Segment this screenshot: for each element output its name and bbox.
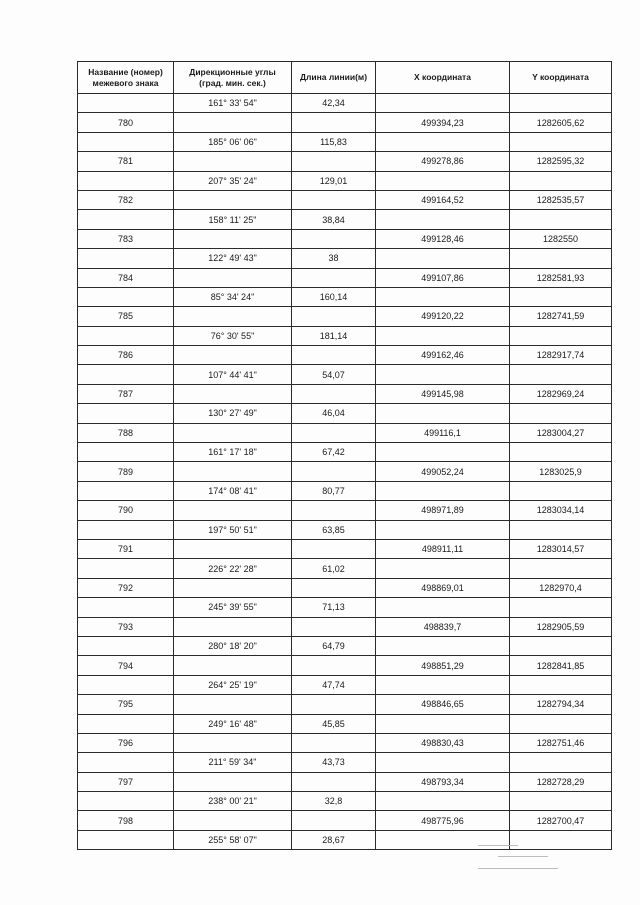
segment-y-cell bbox=[510, 443, 612, 462]
segment-row bbox=[78, 675, 612, 694]
point-row bbox=[78, 772, 612, 791]
segment-row bbox=[78, 636, 612, 655]
segment-point-cell bbox=[78, 171, 174, 190]
y-coordinate-cell: 1282970,4 bbox=[510, 578, 612, 597]
y-coordinate-cell: 1282581,93 bbox=[510, 268, 612, 287]
segment-row bbox=[78, 94, 612, 113]
line-length-cell: 42,34 bbox=[292, 94, 376, 113]
segment-point-cell bbox=[78, 559, 174, 578]
point-length-cell bbox=[292, 113, 376, 132]
y-coordinate-cell: 1282550 bbox=[510, 229, 612, 248]
segment-y-cell bbox=[510, 520, 612, 539]
segment-y-cell bbox=[510, 132, 612, 151]
direction-angle-cell: 207° 35' 24" bbox=[174, 171, 292, 190]
segment-x-cell bbox=[376, 830, 510, 849]
segment-x-cell bbox=[376, 365, 510, 384]
line-length-cell: 67,42 bbox=[292, 443, 376, 462]
direction-angle-cell: 107° 44' 41" bbox=[174, 365, 292, 384]
segment-point-cell bbox=[78, 753, 174, 772]
point-name-cell: 788 bbox=[78, 423, 174, 442]
point-name-cell: 796 bbox=[78, 733, 174, 752]
point-name-cell: 797 bbox=[78, 772, 174, 791]
direction-angle-cell: 249° 16' 48" bbox=[174, 714, 292, 733]
point-length-cell bbox=[292, 539, 376, 558]
point-row bbox=[78, 190, 612, 209]
point-name-cell: 785 bbox=[78, 307, 174, 326]
segment-y-cell bbox=[510, 326, 612, 345]
segment-point-cell bbox=[78, 598, 174, 617]
point-angle-cell bbox=[174, 539, 292, 558]
header-direction-angle bbox=[174, 62, 292, 94]
segment-point-cell bbox=[78, 287, 174, 306]
point-length-cell bbox=[292, 462, 376, 481]
point-length-cell bbox=[292, 501, 376, 520]
y-coordinate-cell: 1283025,9 bbox=[510, 462, 612, 481]
header-point-name-line2: межевого знака bbox=[92, 77, 159, 88]
direction-angle-cell: 211° 59' 34" bbox=[174, 753, 292, 772]
segment-point-cell bbox=[78, 404, 174, 423]
segment-y-cell bbox=[510, 636, 612, 655]
y-coordinate-cell: 1282917,74 bbox=[510, 346, 612, 365]
y-coordinate-cell: 1282535,57 bbox=[510, 190, 612, 209]
x-coordinate-cell: 499162,46 bbox=[376, 346, 510, 365]
y-coordinate-cell: 1283034,14 bbox=[510, 501, 612, 520]
point-name-cell: 781 bbox=[78, 152, 174, 171]
segment-y-cell bbox=[510, 171, 612, 190]
point-angle-cell bbox=[174, 733, 292, 752]
point-length-cell bbox=[292, 190, 376, 209]
segment-row bbox=[78, 443, 612, 462]
segment-x-cell bbox=[376, 792, 510, 811]
direction-angle-cell: 255° 58' 07" bbox=[174, 830, 292, 849]
y-coordinate-cell: 1282595,32 bbox=[510, 152, 612, 171]
point-angle-cell bbox=[174, 190, 292, 209]
line-length-cell: 28,67 bbox=[292, 830, 376, 849]
segment-row bbox=[78, 559, 612, 578]
segment-point-cell bbox=[78, 249, 174, 268]
segment-x-cell bbox=[376, 481, 510, 500]
point-row bbox=[78, 733, 612, 752]
y-coordinate-cell: 1282700,47 bbox=[510, 811, 612, 830]
point-angle-cell bbox=[174, 423, 292, 442]
segment-x-cell bbox=[376, 559, 510, 578]
segment-y-cell bbox=[510, 830, 612, 849]
x-coordinate-cell: 498839,7 bbox=[376, 617, 510, 636]
segment-point-cell bbox=[78, 94, 174, 113]
point-name-cell: 794 bbox=[78, 656, 174, 675]
x-coordinate-cell: 499116,1 bbox=[376, 423, 510, 442]
table-header-row bbox=[78, 62, 612, 94]
line-length-cell: 32,8 bbox=[292, 792, 376, 811]
segment-y-cell bbox=[510, 481, 612, 500]
point-row bbox=[78, 811, 612, 830]
line-length-cell: 64,79 bbox=[292, 636, 376, 655]
point-name-cell: 783 bbox=[78, 229, 174, 248]
point-length-cell bbox=[292, 695, 376, 714]
segment-row bbox=[78, 365, 612, 384]
y-coordinate-cell: 1282751,46 bbox=[510, 733, 612, 752]
x-coordinate-cell: 499145,98 bbox=[376, 384, 510, 403]
segment-row bbox=[78, 171, 612, 190]
segment-y-cell bbox=[510, 94, 612, 113]
segment-row bbox=[78, 830, 612, 849]
point-name-cell: 787 bbox=[78, 384, 174, 403]
y-coordinate-cell: 1283004,27 bbox=[510, 423, 612, 442]
line-length-cell: 54,07 bbox=[292, 365, 376, 384]
segment-row bbox=[78, 598, 612, 617]
point-name-cell: 798 bbox=[78, 811, 174, 830]
point-row bbox=[78, 423, 612, 442]
scan-speck bbox=[498, 856, 548, 857]
segment-point-cell bbox=[78, 675, 174, 694]
coordinates-table bbox=[77, 61, 612, 850]
segment-y-cell bbox=[510, 210, 612, 229]
x-coordinate-cell: 498911,11 bbox=[376, 539, 510, 558]
segment-x-cell bbox=[376, 753, 510, 772]
segment-y-cell bbox=[510, 598, 612, 617]
segment-y-cell bbox=[510, 675, 612, 694]
segment-row bbox=[78, 210, 612, 229]
segment-row bbox=[78, 404, 612, 423]
point-angle-cell bbox=[174, 617, 292, 636]
point-row bbox=[78, 695, 612, 714]
segment-point-cell bbox=[78, 210, 174, 229]
segment-y-cell bbox=[510, 559, 612, 578]
segment-point-cell bbox=[78, 792, 174, 811]
point-length-cell bbox=[292, 656, 376, 675]
x-coordinate-cell: 499120,22 bbox=[376, 307, 510, 326]
x-coordinate-cell: 498846,65 bbox=[376, 695, 510, 714]
point-angle-cell bbox=[174, 307, 292, 326]
segment-row bbox=[78, 714, 612, 733]
x-coordinate-cell: 498851,29 bbox=[376, 656, 510, 675]
y-coordinate-cell: 1283014,57 bbox=[510, 539, 612, 558]
line-length-cell: 181,14 bbox=[292, 326, 376, 345]
header-direction-angle-line2: (град. мин. сек.) bbox=[199, 77, 266, 88]
point-angle-cell bbox=[174, 229, 292, 248]
segment-row bbox=[78, 481, 612, 500]
point-length-cell bbox=[292, 617, 376, 636]
segment-point-cell bbox=[78, 636, 174, 655]
segment-point-cell bbox=[78, 443, 174, 462]
line-length-cell: 61,02 bbox=[292, 559, 376, 578]
point-row bbox=[78, 229, 612, 248]
point-angle-cell bbox=[174, 268, 292, 287]
y-coordinate-cell: 1282841,85 bbox=[510, 656, 612, 675]
line-length-cell: 71,13 bbox=[292, 598, 376, 617]
segment-x-cell bbox=[376, 171, 510, 190]
point-length-cell bbox=[292, 423, 376, 442]
segment-x-cell bbox=[376, 714, 510, 733]
direction-angle-cell: 245° 39' 55" bbox=[174, 598, 292, 617]
scan-speck bbox=[478, 868, 558, 869]
point-row bbox=[78, 501, 612, 520]
segment-point-cell bbox=[78, 520, 174, 539]
x-coordinate-cell: 499128,46 bbox=[376, 229, 510, 248]
segment-x-cell bbox=[376, 249, 510, 268]
direction-angle-cell: 185° 06' 06" bbox=[174, 132, 292, 151]
segment-row bbox=[78, 287, 612, 306]
segment-point-cell bbox=[78, 365, 174, 384]
point-length-cell bbox=[292, 384, 376, 403]
point-length-cell bbox=[292, 229, 376, 248]
segment-x-cell bbox=[376, 675, 510, 694]
point-row bbox=[78, 307, 612, 326]
direction-angle-cell: 161° 17' 18" bbox=[174, 443, 292, 462]
point-row bbox=[78, 578, 612, 597]
segment-row bbox=[78, 326, 612, 345]
line-length-cell: 80,77 bbox=[292, 481, 376, 500]
point-name-cell: 790 bbox=[78, 501, 174, 520]
x-coordinate-cell: 498869,01 bbox=[376, 578, 510, 597]
header-direction-angle-line1: Дирекционные углы bbox=[189, 66, 276, 77]
segment-y-cell bbox=[510, 249, 612, 268]
segment-x-cell bbox=[376, 636, 510, 655]
direction-angle-cell: 76° 30' 55" bbox=[174, 326, 292, 345]
y-coordinate-cell: 1282969,24 bbox=[510, 384, 612, 403]
header-x-coordinate: X координата bbox=[376, 62, 510, 94]
point-angle-cell bbox=[174, 811, 292, 830]
point-name-cell: 786 bbox=[78, 346, 174, 365]
point-name-cell: 792 bbox=[78, 578, 174, 597]
segment-row bbox=[78, 132, 612, 151]
point-angle-cell bbox=[174, 578, 292, 597]
direction-angle-cell: 226° 22' 28" bbox=[174, 559, 292, 578]
line-length-cell: 43,73 bbox=[292, 753, 376, 772]
point-row bbox=[78, 656, 612, 675]
header-point-name-line1: Название (номер) bbox=[88, 66, 163, 77]
y-coordinate-cell: 1282905,59 bbox=[510, 617, 612, 636]
x-coordinate-cell: 499164,52 bbox=[376, 190, 510, 209]
segment-point-cell bbox=[78, 132, 174, 151]
segment-x-cell bbox=[376, 132, 510, 151]
point-angle-cell bbox=[174, 346, 292, 365]
point-angle-cell bbox=[174, 113, 292, 132]
segment-point-cell bbox=[78, 326, 174, 345]
point-length-cell bbox=[292, 307, 376, 326]
direction-angle-cell: 85° 34' 24" bbox=[174, 287, 292, 306]
x-coordinate-cell: 498971,89 bbox=[376, 501, 510, 520]
point-angle-cell bbox=[174, 772, 292, 791]
y-coordinate-cell: 1282741,59 bbox=[510, 307, 612, 326]
line-length-cell: 47,74 bbox=[292, 675, 376, 694]
point-length-cell bbox=[292, 346, 376, 365]
line-length-cell: 46,04 bbox=[292, 404, 376, 423]
segment-y-cell bbox=[510, 365, 612, 384]
direction-angle-cell: 264° 25' 19" bbox=[174, 675, 292, 694]
point-row bbox=[78, 346, 612, 365]
direction-angle-cell: 238° 00' 21" bbox=[174, 792, 292, 811]
x-coordinate-cell: 498793,34 bbox=[376, 772, 510, 791]
point-row bbox=[78, 617, 612, 636]
point-name-cell: 780 bbox=[78, 113, 174, 132]
point-angle-cell bbox=[174, 462, 292, 481]
line-length-cell: 115,83 bbox=[292, 132, 376, 151]
y-coordinate-cell: 1282794,34 bbox=[510, 695, 612, 714]
segment-y-cell bbox=[510, 792, 612, 811]
header-line-length: Длина линии(м) bbox=[292, 62, 376, 94]
segment-x-cell bbox=[376, 520, 510, 539]
y-coordinate-cell: 1282605,62 bbox=[510, 113, 612, 132]
segment-y-cell bbox=[510, 714, 612, 733]
point-name-cell: 795 bbox=[78, 695, 174, 714]
segment-y-cell bbox=[510, 753, 612, 772]
point-length-cell bbox=[292, 733, 376, 752]
x-coordinate-cell: 499107,86 bbox=[376, 268, 510, 287]
line-length-cell: 63,85 bbox=[292, 520, 376, 539]
segment-point-cell bbox=[78, 830, 174, 849]
direction-angle-cell: 197° 50' 51" bbox=[174, 520, 292, 539]
x-coordinate-cell: 498830,43 bbox=[376, 733, 510, 752]
segment-point-cell bbox=[78, 481, 174, 500]
x-coordinate-cell: 499052,24 bbox=[376, 462, 510, 481]
segment-x-cell bbox=[376, 94, 510, 113]
direction-angle-cell: 158° 11' 25" bbox=[174, 210, 292, 229]
line-length-cell: 160,14 bbox=[292, 287, 376, 306]
point-row bbox=[78, 152, 612, 171]
point-length-cell bbox=[292, 811, 376, 830]
point-name-cell: 793 bbox=[78, 617, 174, 636]
point-name-cell: 791 bbox=[78, 539, 174, 558]
x-coordinate-cell: 499278,86 bbox=[376, 152, 510, 171]
segment-row bbox=[78, 249, 612, 268]
point-angle-cell bbox=[174, 384, 292, 403]
point-length-cell bbox=[292, 772, 376, 791]
point-angle-cell bbox=[174, 152, 292, 171]
direction-angle-cell: 130° 27' 49" bbox=[174, 404, 292, 423]
point-length-cell bbox=[292, 268, 376, 287]
direction-angle-cell: 122° 49' 43" bbox=[174, 249, 292, 268]
segment-y-cell bbox=[510, 404, 612, 423]
point-name-cell: 782 bbox=[78, 190, 174, 209]
point-length-cell bbox=[292, 152, 376, 171]
point-angle-cell bbox=[174, 501, 292, 520]
y-coordinate-cell: 1282728,29 bbox=[510, 772, 612, 791]
segment-x-cell bbox=[376, 598, 510, 617]
segment-x-cell bbox=[376, 404, 510, 423]
point-row bbox=[78, 462, 612, 481]
point-row bbox=[78, 539, 612, 558]
point-name-cell: 784 bbox=[78, 268, 174, 287]
segment-x-cell bbox=[376, 326, 510, 345]
segment-row bbox=[78, 753, 612, 772]
table-body bbox=[78, 94, 612, 850]
x-coordinate-cell: 499394,23 bbox=[376, 113, 510, 132]
point-row bbox=[78, 384, 612, 403]
point-row bbox=[78, 113, 612, 132]
line-length-cell: 129,01 bbox=[292, 171, 376, 190]
direction-angle-cell: 161° 33' 54" bbox=[174, 94, 292, 113]
point-row bbox=[78, 268, 612, 287]
header-y-coordinate: Y координата bbox=[510, 62, 612, 94]
segment-x-cell bbox=[376, 287, 510, 306]
line-length-cell: 38 bbox=[292, 249, 376, 268]
segment-row bbox=[78, 792, 612, 811]
segment-x-cell bbox=[376, 210, 510, 229]
point-angle-cell bbox=[174, 656, 292, 675]
segment-row bbox=[78, 520, 612, 539]
direction-angle-cell: 174° 08' 41" bbox=[174, 481, 292, 500]
segment-y-cell bbox=[510, 287, 612, 306]
point-name-cell: 789 bbox=[78, 462, 174, 481]
point-angle-cell bbox=[174, 695, 292, 714]
line-length-cell: 45,85 bbox=[292, 714, 376, 733]
scan-speck bbox=[478, 845, 518, 846]
direction-angle-cell: 280° 18' 20" bbox=[174, 636, 292, 655]
point-length-cell bbox=[292, 578, 376, 597]
header-point-name bbox=[78, 62, 174, 94]
segment-point-cell bbox=[78, 714, 174, 733]
segment-x-cell bbox=[376, 443, 510, 462]
x-coordinate-cell: 498775,96 bbox=[376, 811, 510, 830]
line-length-cell: 38,84 bbox=[292, 210, 376, 229]
